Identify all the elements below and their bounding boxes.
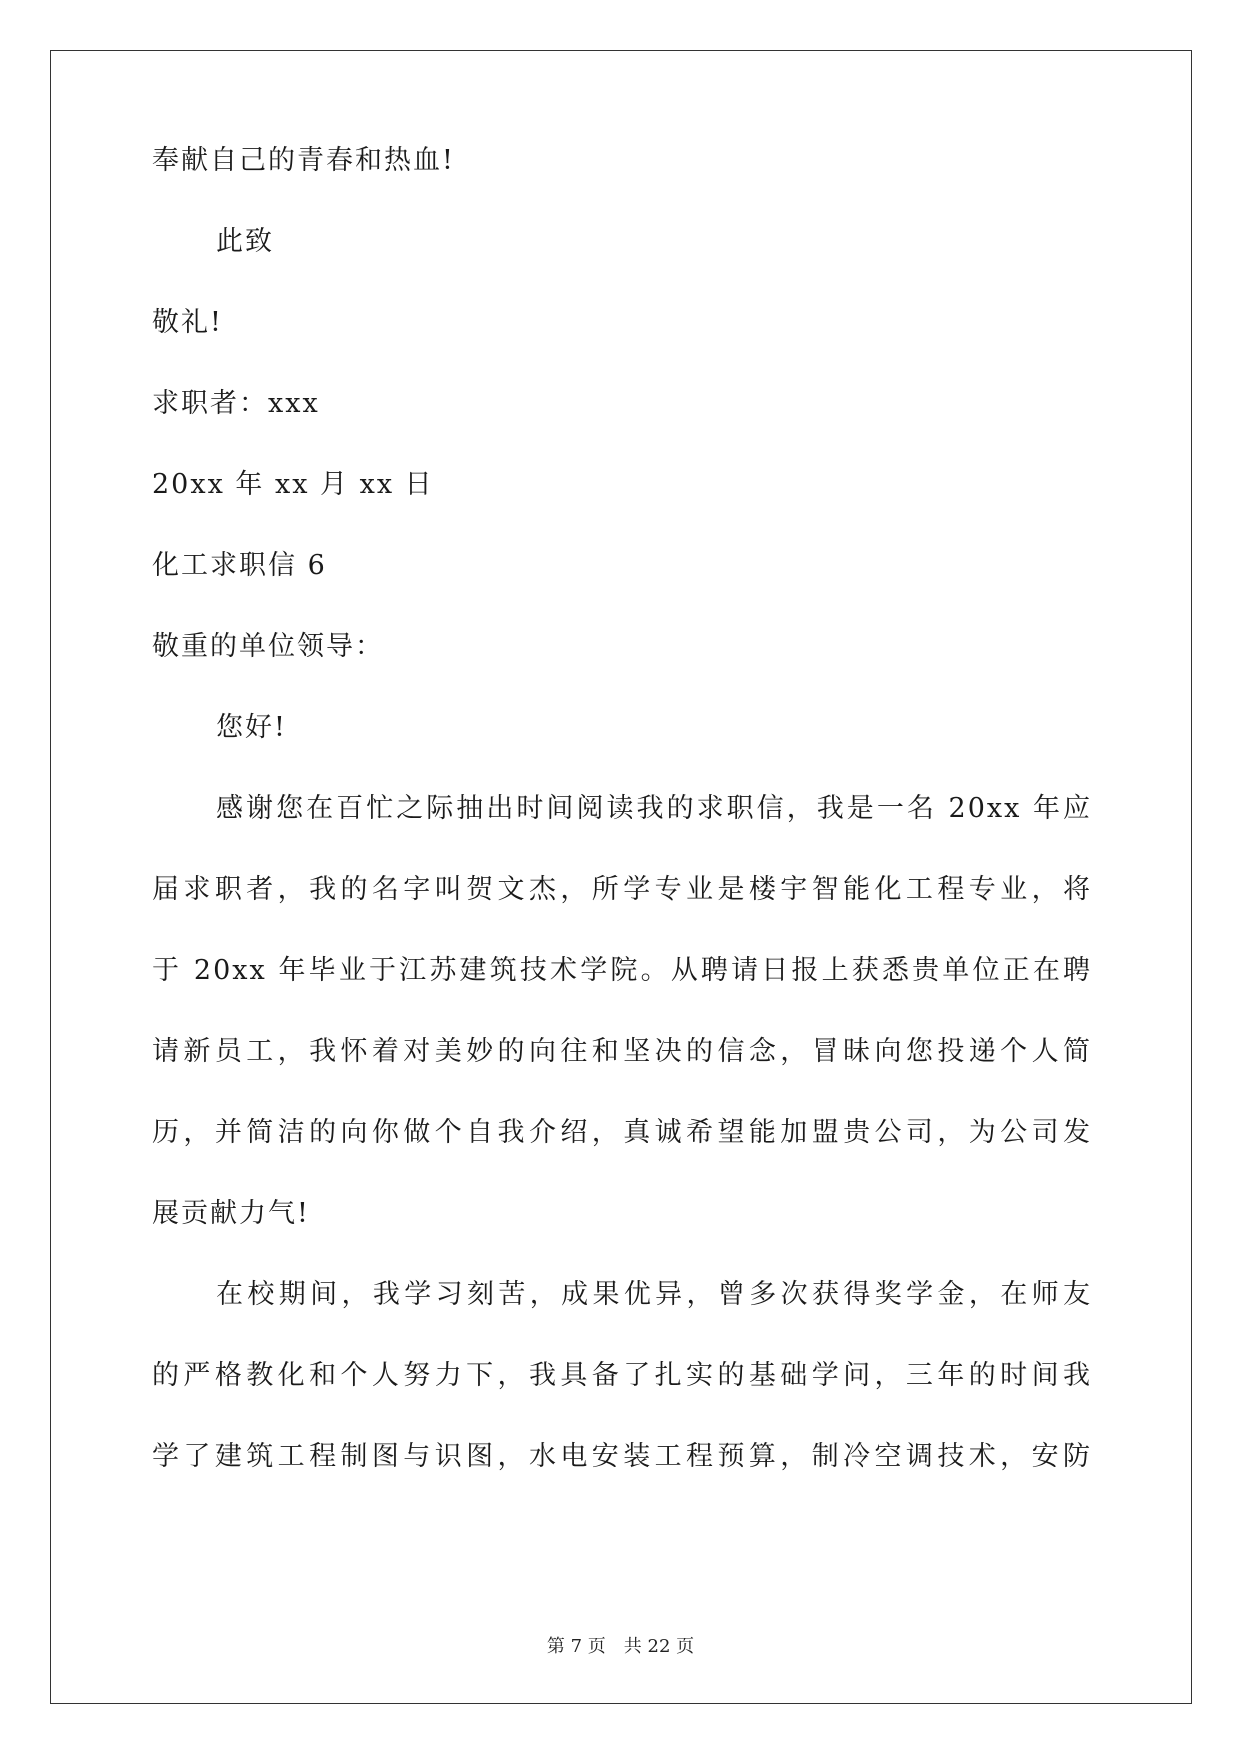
paragraph-line: 于 20xx 年毕业于江苏建筑技术学院。从聘请日报上获悉贵单位正在聘 — [152, 955, 1092, 986]
document-body — [152, 145, 1092, 1537]
text-line: 求职者：xxx — [152, 388, 320, 419]
paragraph-line: 的严格教化和个人努力下，我具备了扎实的基础学问，三年的时间我 — [152, 1360, 1092, 1391]
text-line: 20xx 年 xx 月 xx 日 — [152, 469, 434, 500]
salutation: 敬重的单位领导： — [152, 631, 384, 662]
text-line: 奉献自己的青春和热血! — [152, 145, 455, 176]
text-line: 敬礼! — [152, 307, 223, 338]
paragraph-line: 历，并简洁的向你做个自我介绍，真诚希望能加盟贵公司，为公司发 — [152, 1117, 1092, 1148]
paragraph-line: 在校期间，我学习刻苦，成果优异，曾多次获得奖学金，在师友 — [216, 1279, 1092, 1310]
paragraph-line: 感谢您在百忙之际抽出时间阅读我的求职信，我是一名 20xx 年应 — [216, 793, 1092, 824]
section-title: 化工求职信 6 — [152, 550, 327, 581]
page-number-footer: 第 7 页 共 22 页 — [546, 1636, 695, 1657]
greeting: 您好! — [216, 712, 287, 743]
paragraph-line: 届求职者，我的名字叫贺文杰，所学专业是楼宇智能化工程专业，将 — [152, 874, 1092, 905]
paragraph-line: 请新员工，我怀着对美妙的向往和坚决的信念，冒昧向您投递个人简 — [152, 1036, 1092, 1067]
paragraph-line: 学了建筑工程制图与识图，水电安装工程预算，制冷空调技术，安防 — [152, 1441, 1092, 1472]
paragraph-line: 展贡献力气! — [152, 1198, 310, 1229]
text-line: 此致 — [216, 226, 274, 257]
